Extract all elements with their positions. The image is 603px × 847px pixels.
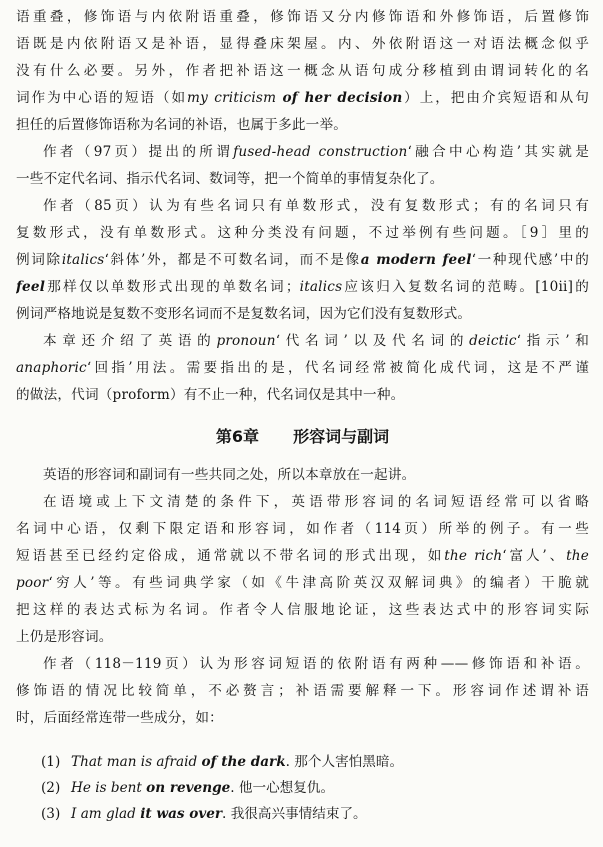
text-line: 英语的形容词和副词有一些共同之处，所以本章放在一起讲。: [43, 467, 416, 483]
paragraph: [16, 193, 589, 328]
paragraph: [16, 489, 589, 651]
text-line: 词作为中心语的短语（如my criticism of her decision）上，把由介宾短语和从句: [16, 90, 589, 106]
example-item: (1) That man is afraid of the dark. 那个人害怕黑暗。: [41, 754, 404, 770]
text-line: 修饰语的情况比较简单，不必赘言；补语需要解释一下。形容词作述谓补语: [16, 683, 589, 699]
chapter-number: 第6章: [215, 427, 260, 446]
chapter-heading: [16, 422, 589, 452]
chapter-title: 形容词与副词: [293, 427, 390, 446]
text-line: 作者（85页）认为有些名词只有单数形式，没有复数形式；有的名词只有: [43, 198, 589, 214]
text-line: 语重叠，修饰语与内依附语重叠，修饰语又分内修饰语和外修饰语，后置修饰: [16, 9, 589, 25]
text-line: 时，后面经常连带一些成分，如：: [16, 710, 223, 726]
text-line: 复数形式，没有单数形式。这种分类没有问题，不过举例有些问题。［9］里的: [16, 225, 589, 241]
text-line: anaphoric‘回指’用法。需要指出的是，代名词经常被简化成代词，这是不严谨: [16, 360, 589, 376]
paragraph: [16, 651, 589, 732]
text-line: 作者（97页）提出的所谓fused-head construction‘融合中心构造’其实就是: [43, 144, 589, 160]
text-line: 上仍是形容词。: [16, 629, 113, 645]
example-item: (2) He is bent on revenge. 他一心想复仇。: [41, 780, 335, 796]
text-line: 没有什么必要。另外，作者把补语这一概念从语句成分移植到由谓词转化的名: [16, 63, 589, 79]
text-line: 在语境或上下文清楚的条件下，英语带形容词的名词短语经常可以省略: [43, 494, 589, 510]
text-line: 本章还介绍了英语的pronoun‘代名词’以及代名词的deictic‘指示’和: [43, 333, 589, 349]
paragraph: [16, 139, 589, 193]
example-item: (3) I am glad it was over. 我很高兴事情结束了。: [41, 806, 367, 822]
text-line: 一些不定代名词、指示代名词、数词等，把一个简单的事情复杂化了。: [16, 171, 444, 187]
text-line: 把这样的表达式标为名词。作者令人信服地论证，这些表达式中的形容词实际: [16, 602, 589, 618]
text-line: poor‘穷人’等。有些词典学家（如《牛津高阶英汉双解词典》的编者）干脆就: [16, 575, 589, 591]
text-line: 作者（118－119页）认为形容词短语的依附语有两种——修饰语和补语。: [43, 656, 589, 672]
text-line: 名词中心语，仅剩下限定语和形容词，如作者（114页）所举的例子。有一些: [16, 521, 589, 537]
text-line: 语既是内依附语又是补语，显得叠床架屋。内、外依附语这一对语法概念似乎: [16, 36, 589, 52]
text-line: 担任的后置修饰语称为名词的补语，也属于多此一举。: [16, 117, 348, 133]
paragraph: [16, 328, 589, 409]
text-line: 的做法，代词（proform）有不止一种，代名词仅是其中一种。: [16, 387, 405, 403]
text-line: 短语甚至已经约定俗成，通常就以不带名词的形式出现，如the rich‘富人’、the: [16, 548, 589, 564]
paragraph: [16, 4, 589, 139]
text-line: 例词除italics‘斜体’外，都是不可数名词，而不是像a modern feel‘一种现代感’中的: [16, 252, 589, 268]
text-line: feel那样仅以单数形式出现的单数名词；italics应该归入复数名词的范畴。[10ii]的: [16, 279, 589, 295]
example-list: [16, 749, 589, 827]
paragraph: [16, 462, 589, 489]
text-line: 例词严格地说是复数不变形名词而不是复数名词，因为它们没有复数形式。: [16, 306, 472, 322]
